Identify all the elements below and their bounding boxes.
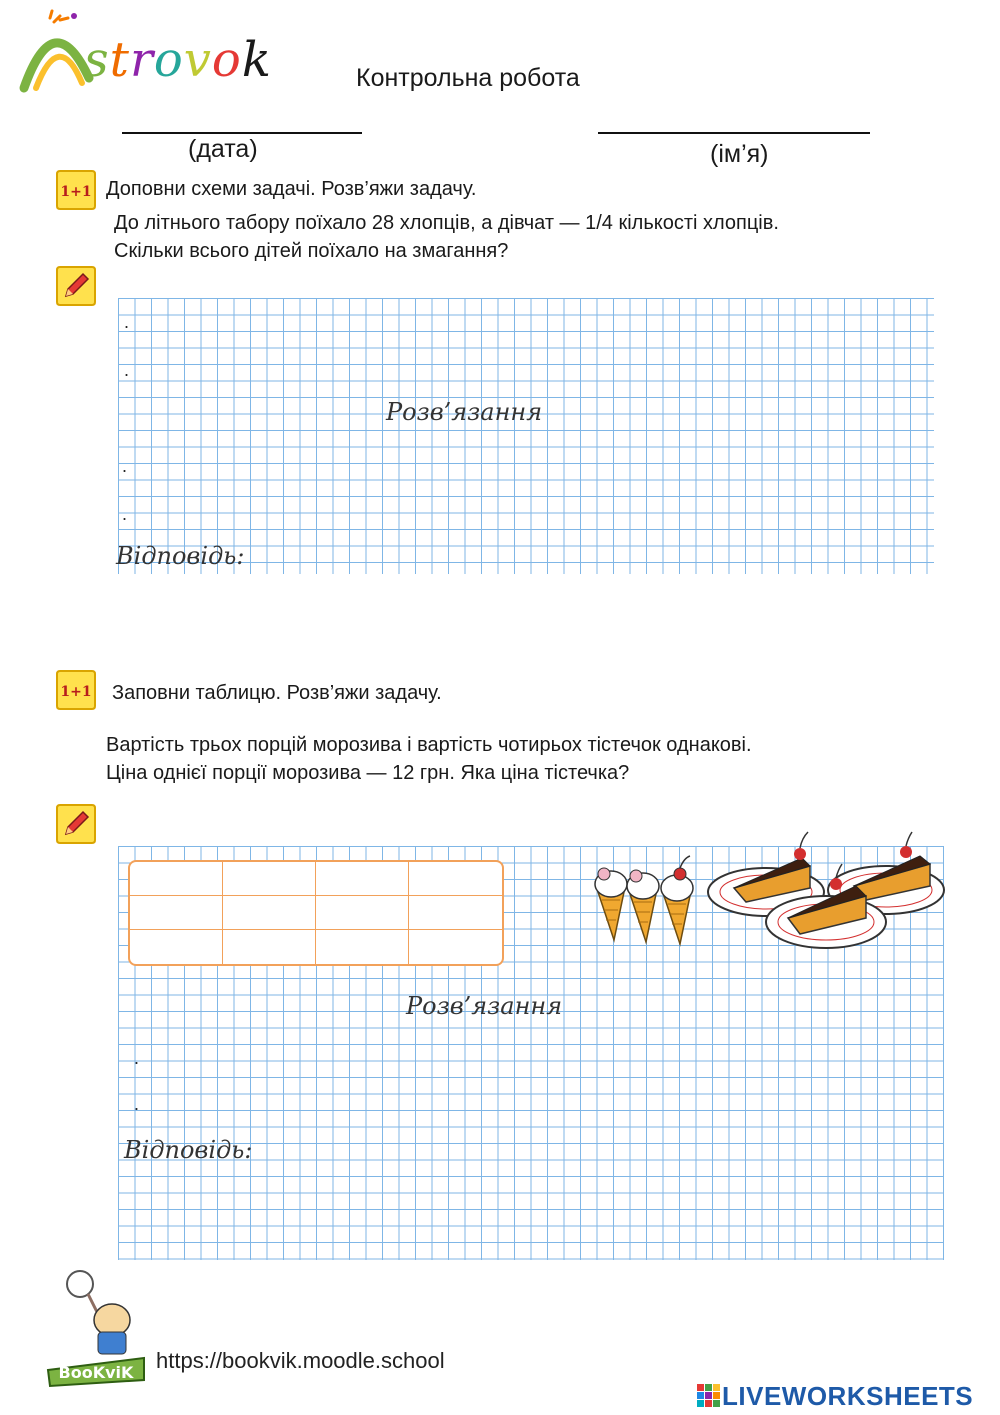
table-cell[interactable]	[130, 896, 223, 930]
page-title: Контрольна робота	[356, 64, 580, 92]
table-cell[interactable]	[223, 862, 316, 896]
grid-dot: .	[122, 456, 128, 476]
date-line[interactable]	[122, 132, 362, 134]
pencil-icon	[54, 264, 98, 308]
bookvik-logo-text: BooKviK	[58, 1363, 134, 1382]
grid-dot: .	[124, 312, 130, 332]
ostrovok-logo	[14, 8, 284, 98]
table-cell[interactable]	[130, 862, 223, 896]
table-cell[interactable]	[409, 896, 502, 930]
liveworksheets-icon	[696, 1383, 722, 1409]
task2-instruction: Заповни таблицю. Розв’яжи задачу.	[112, 682, 442, 704]
task1-grid[interactable]	[118, 298, 934, 574]
table-cell[interactable]	[316, 930, 409, 964]
task1-instruction: Доповни схеми задачі. Розв’яжи задачу.	[106, 178, 477, 200]
task2-text-line2: Ціна однієї порції морозива — 12 грн. Яка ціна тістечка?	[106, 762, 630, 784]
liveworksheets-text: LIVEWORKSHEETS	[722, 1380, 974, 1411]
table-cell[interactable]	[409, 930, 502, 964]
pencil-icon	[54, 802, 98, 846]
badge-text: 1+1	[60, 684, 92, 700]
task1-answer-label: Відповідь:	[116, 542, 245, 570]
footer-url[interactable]: https://bookvik.moodle.school	[156, 1348, 445, 1373]
task1-text-line1: До літнього табору поїхало 28 хлопців, а дівчат — 1/4 кількості хлопців.	[114, 212, 779, 234]
badge-text: 1+1	[60, 184, 92, 200]
task2-table	[128, 860, 504, 966]
grid-dot: .	[124, 360, 130, 380]
bookvik-logo	[40, 1268, 152, 1388]
ice-cream-icon	[584, 852, 708, 948]
table-cell[interactable]	[223, 896, 316, 930]
grid-dot: .	[134, 1094, 140, 1114]
task2-solution-label: Розв’язання	[406, 992, 563, 1020]
table-cell[interactable]	[409, 862, 502, 896]
logo-text: strovok	[84, 32, 272, 88]
table-cell[interactable]	[130, 930, 223, 964]
math-badge-icon	[54, 168, 98, 212]
table-cell[interactable]	[223, 930, 316, 964]
task2-text-line1: Вартість трьох порцій морозива і вартість чотирьох тістечок однакові.	[106, 734, 752, 756]
task2-answer-label: Відповідь:	[124, 1136, 253, 1164]
task1-solution-label: Розв’язання	[386, 398, 543, 426]
task1-text-line2: Скільки всього дітей поїхало на змагання?	[114, 240, 509, 262]
name-label: (ім’я)	[710, 140, 769, 168]
date-label: (дата)	[188, 135, 258, 163]
table-cell[interactable]	[316, 862, 409, 896]
liveworksheets-logo[interactable]	[696, 1382, 973, 1410]
math-badge-icon	[54, 668, 98, 712]
name-line[interactable]	[598, 132, 870, 134]
table-cell[interactable]	[316, 896, 409, 930]
grid-dot: .	[134, 1048, 140, 1068]
grid-dot: .	[122, 504, 128, 524]
cake-slice-icon	[706, 830, 948, 952]
